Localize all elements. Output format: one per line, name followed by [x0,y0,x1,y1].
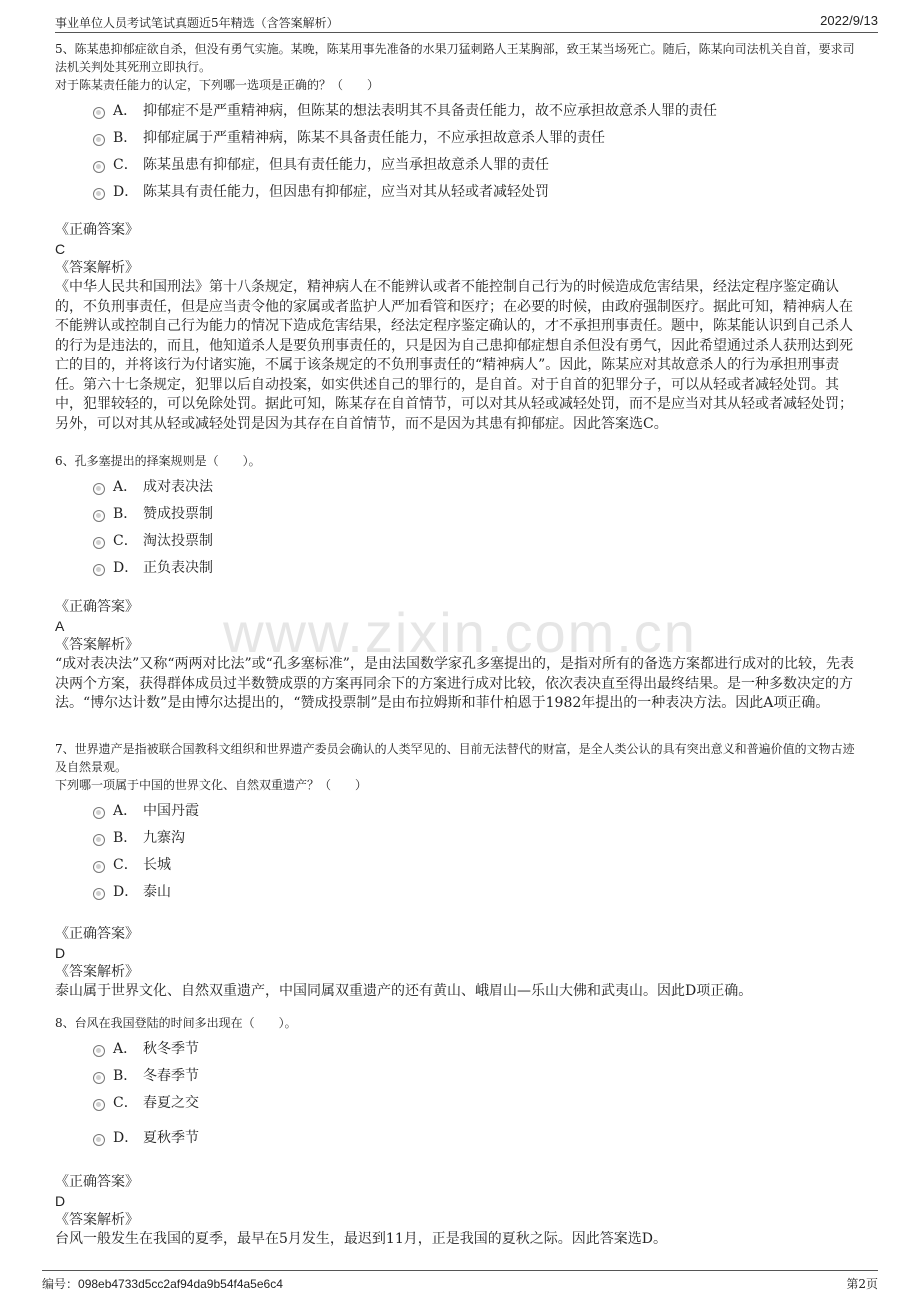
analysis-label: 《答案解析》 [55,964,139,980]
question-stem: 6、孔多塞提出的择案规则是（ ）。 [55,454,261,468]
document-code: 编号：098eb4733d5cc2af94da9b54f4a5e6c4 [42,1277,283,1291]
question-stem: 8、台风在我国登陆的时间多出现在（ ）。 [55,1016,297,1030]
option-b[interactable]: B． 赞成投票制 [55,501,865,528]
radio-button[interactable] [93,564,105,576]
radio-button[interactable] [93,161,105,173]
analysis-text: 台风一般发生在我国的夏季，最早在5月发生，最迟到11月，正是我国的夏秋之际。因此答案选D。 [55,1231,667,1247]
analysis-label: 《答案解析》 [55,1212,139,1228]
option-a[interactable]: A． 秋冬季节 [55,1036,865,1063]
document-date: 2022/9/13 [820,13,878,28]
option-c[interactable]: C． 春夏之交 [55,1090,865,1117]
radio-button[interactable] [93,483,105,495]
radio-button[interactable] [93,834,105,846]
radio-button[interactable] [93,134,105,146]
question-prompt: 对于陈某责任能力的认定，下列哪一选项是正确的？（ ） [55,78,380,92]
radio-button[interactable] [93,807,105,819]
correct-answer: D [55,1193,66,1209]
option-d[interactable]: D． 泰山 [55,879,865,906]
radio-button[interactable] [93,1099,105,1111]
answer-section-8 [55,1172,865,1250]
radio-button[interactable] [93,1134,105,1146]
answer-label: 《正确答案》 [55,1174,139,1190]
page-footer [42,1270,878,1295]
option-a[interactable]: A． 成对表决法 [55,474,865,501]
answer-section-6 [55,597,865,714]
analysis-text: “成对表决法”又称“两两对比法”或“孔多塞标准”，是由法国数学家孔多塞提出的，是指对所有的备选方案都进行成对的比较，先表决两个方案，获得群体成员过半数赞成票的方案再同余下的方案进行成对比较，依次表决直至得出最终结果。是一种多数决定的方法。“博尔达计数”是由博尔达提出的，“赞成投票制”是由布拉姆斯和菲什柏恩于1982年提出的一种表决方法。因此A项正确。 [55,656,854,711]
radio-button[interactable] [93,510,105,522]
radio-button[interactable] [93,888,105,900]
option-d[interactable]: D． 陈某具有责任能力，但因患有抑郁症，应当对其从轻或者减轻处罚 [55,179,865,206]
question-8 [55,1014,865,1152]
question-7 [55,740,865,906]
correct-answer: D [55,945,66,961]
watermark: www.zixin.com.cn [223,601,697,664]
radio-button[interactable] [93,861,105,873]
option-d[interactable]: D． 夏秋季节 [55,1125,865,1152]
question-prompt: 下列哪一项属于中国的世界文化、自然双重遗产？（ ） [55,778,368,792]
radio-button[interactable] [93,537,105,549]
question-5 [55,40,865,206]
analysis-text: 泰山属于世界文化、自然双重遗产，中国同属双重遗产的还有黄山、峨眉山—乐山大佛和武夷山。因此D项正确。 [55,983,753,999]
correct-answer: C [55,241,66,257]
option-b[interactable]: B． 冬春季节 [55,1063,865,1090]
radio-button[interactable] [93,107,105,119]
page-number: 第2页 [846,1277,878,1291]
radio-button[interactable] [93,188,105,200]
option-c[interactable]: C． 陈某虽患有抑郁症，但具有责任能力，应当承担故意杀人罪的责任 [55,152,865,179]
answer-section-5 [55,220,865,434]
answer-label: 《正确答案》 [55,222,139,238]
radio-button[interactable] [93,1072,105,1084]
question-stem: 5、陈某患抑郁症欲自杀，但没有勇气实施。某晚，陈某用事先准备的水果刀猛刺路人王某胸部，致王某当场死亡。随后，陈某向司法机关自首，要求司法机关判处其死刑立即执行。 [55,42,855,74]
option-a[interactable]: A． 中国丹霞 [55,798,865,825]
radio-button[interactable] [93,1045,105,1057]
option-b[interactable]: B． 九寨沟 [55,825,865,852]
option-a[interactable]: A． 抑郁症不是严重精神病，但陈某的想法表明其不具备责任能力，故不应承担故意杀人罪的责任 [55,98,865,125]
correct-answer: A [55,618,65,634]
answer-label: 《正确答案》 [55,599,139,615]
question-6 [55,452,865,582]
page-header [55,12,878,33]
option-c[interactable]: C． 长城 [55,852,865,879]
answer-section-7 [55,924,865,1002]
analysis-label: 《答案解析》 [55,637,139,653]
analysis-text: 《中华人民共和国刑法》第十八条规定，精神病人在不能辨认或者不能控制自己行为的时候造成危害结果，经法定程序鉴定确认的，不负刑事责任，但是应当责令他的家属或者监护人严加看管和医疗；在必要的时候，由政府强制医疗。据此可知，精神病人在不能辨认或控制自己行为能力的情况下造成危害结果，经法定程序鉴定确认的，才不承担刑事责任。题中，陈某能认识到自己杀人的行为是违法的，而且，他知道杀人是要负刑事责任的，只是因为自己患抑郁症想自杀但没有勇气，因此希望通过杀人获刑达到死亡的目的，并将该行为付诸实施，不属于该条规定的不负刑事责任的“精神病人”。因此，陈某应对其故意杀人的行为承担刑事责任。第六十七条规定，犯罪以后自动投案，如实供述自己的罪行的，是自首。对于自首的犯罪分子，可以从轻或者减轻处罚。其中，犯罪较轻的，可以免除处罚。据此可知，陈某存在自首情节，可以对其从轻或减轻处罚，而不是应当对其从轻或者减轻处罚；另外，可以对其从轻或减轻处罚是因为其存在自首情节，而不是因为其患有抑郁症。因此答案选C。 [55,279,853,432]
document-title: 事业单位人员考试笔试真题近5年精选（含答案解析） [55,16,339,30]
option-b[interactable]: B． 抑郁症属于严重精神病，陈某不具备责任能力，不应承担故意杀人罪的责任 [55,125,865,152]
answer-label: 《正确答案》 [55,926,139,942]
option-d[interactable]: D． 正负表决制 [55,555,865,582]
option-c[interactable]: C． 淘汰投票制 [55,528,865,555]
question-stem: 7、世界遗产是指被联合国教科文组织和世界遗产委员会确认的人类罕见的、目前无法替代的财富，是全人类公认的具有突出意义和普遍价值的文物古迹及自然景观。 [55,742,855,774]
analysis-label: 《答案解析》 [55,260,139,276]
